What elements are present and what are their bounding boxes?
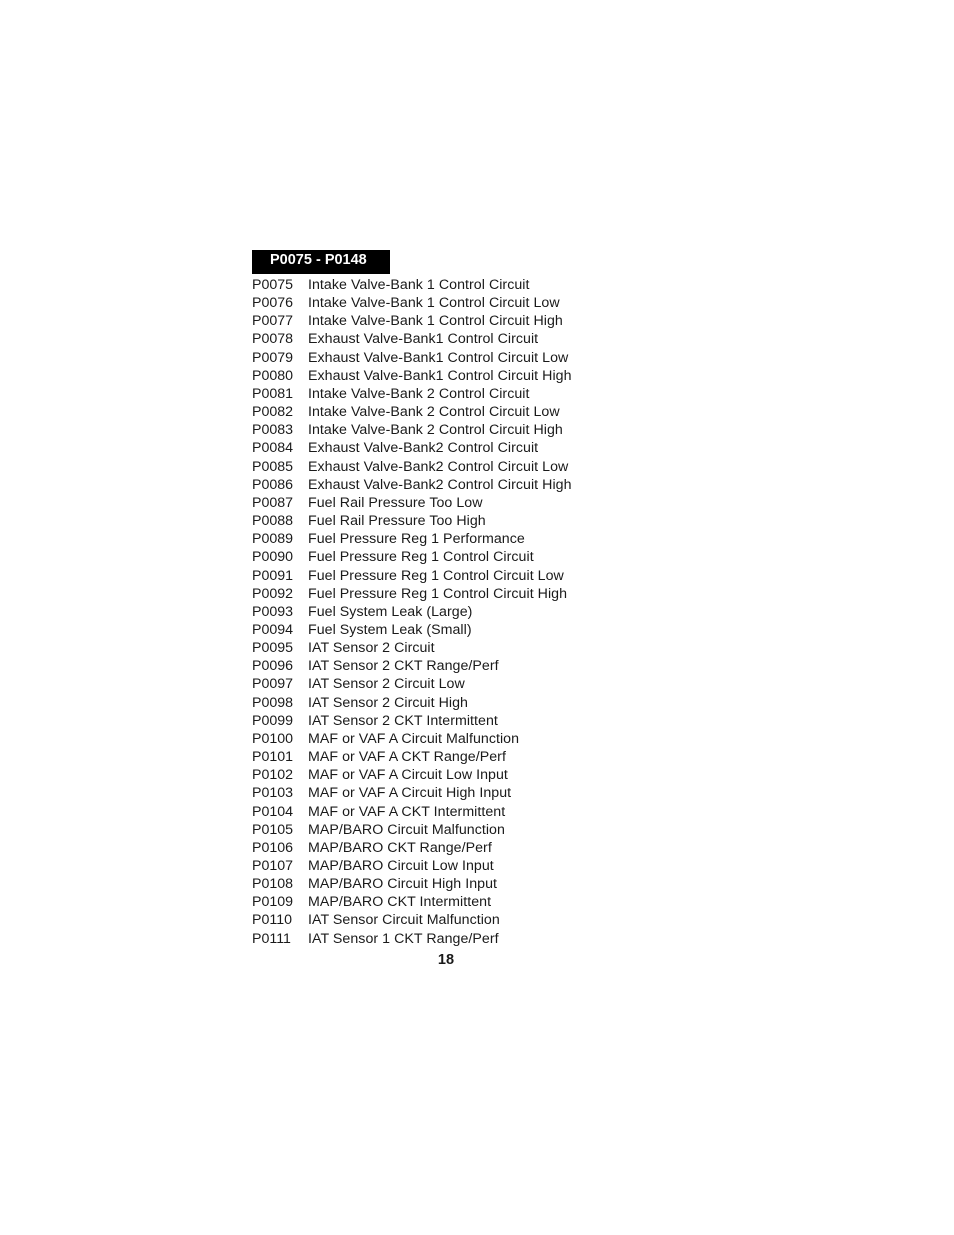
code-description: Fuel Pressure Reg 1 Control Circuit	[308, 549, 534, 566]
code-description: Fuel Pressure Reg 1 Control Circuit High	[308, 585, 568, 602]
code-description: MAP/BARO Circuit Low Input	[308, 858, 494, 874]
code-description: Intake Valve-Bank 1 Control Circuit Low	[308, 295, 560, 312]
code-row	[252, 494, 702, 512]
code-row	[252, 349, 702, 367]
code-row	[252, 530, 702, 548]
page-number: 18	[437, 952, 455, 968]
code-row	[252, 567, 702, 585]
trouble-code: P0106	[252, 839, 294, 856]
trouble-code: P0102	[252, 767, 294, 784]
code-row	[252, 421, 702, 439]
trouble-code: P0111	[252, 930, 291, 947]
code-row	[252, 403, 702, 421]
trouble-code: P0108	[252, 876, 294, 893]
code-description: Intake Valve-Bank 2 Control Circuit Low	[308, 404, 560, 421]
trouble-code: P0109	[252, 894, 294, 911]
code-row	[252, 930, 702, 948]
code-row	[252, 857, 702, 875]
code-row	[252, 512, 702, 530]
code-row	[252, 694, 702, 712]
code-row	[252, 585, 702, 603]
trouble-code: P0091	[252, 567, 294, 584]
code-row	[252, 476, 702, 494]
code-row	[252, 330, 702, 348]
code-description: Exhaust Valve-Bank2 Control Circuit Low	[308, 458, 569, 475]
code-row	[252, 621, 702, 639]
code-description: Intake Valve-Bank 1 Control Circuit High	[308, 313, 563, 330]
trouble-code: P0097	[252, 676, 294, 693]
trouble-code: P0100	[252, 730, 294, 747]
trouble-code: P0089	[252, 531, 294, 548]
code-description: Exhaust Valve-Bank2 Control Circuit High	[308, 476, 572, 493]
trouble-code: P0099	[252, 712, 294, 729]
code-description: Intake Valve-Bank 2 Control Circuit High	[308, 422, 563, 439]
code-description: IAT Sensor 2 Circuit	[308, 640, 435, 657]
code-row	[252, 748, 702, 766]
code-description: Exhaust Valve-Bank1 Control Circuit High	[308, 367, 572, 384]
code-description: MAF or VAF A CKT Intermittent	[308, 803, 506, 820]
code-row	[252, 839, 702, 857]
code-row	[252, 639, 702, 657]
code-description: Fuel Pressure Reg 1 Control Circuit Low	[308, 567, 564, 584]
trouble-code: P0076	[252, 295, 294, 312]
trouble-code: P0105	[252, 821, 294, 838]
trouble-code: P0080	[252, 367, 294, 384]
code-row	[252, 294, 702, 312]
trouble-code: P0107	[252, 858, 294, 874]
trouble-code: P0088	[252, 513, 294, 530]
section-header: P0075 - P0148	[252, 250, 390, 274]
code-description: MAF or VAF A Circuit High Input	[308, 785, 512, 802]
trouble-code: P0077	[252, 313, 294, 330]
trouble-code: P0093	[252, 603, 294, 620]
trouble-code: P0104	[252, 803, 294, 820]
code-row	[252, 276, 702, 294]
code-description: Fuel Rail Pressure Too High	[308, 513, 486, 530]
trouble-code: P0092	[252, 585, 294, 602]
code-row	[252, 657, 702, 675]
code-description: Fuel System Leak (Large)	[308, 603, 473, 620]
code-row	[252, 730, 702, 748]
code-row	[252, 603, 702, 621]
code-description: IAT Sensor 2 Circuit High	[308, 694, 468, 711]
trouble-code: P0086	[252, 476, 294, 493]
code-row	[252, 821, 702, 839]
trouble-code: P0098	[252, 694, 294, 711]
trouble-code: P0078	[252, 331, 294, 348]
trouble-code: P0096	[252, 658, 294, 675]
code-row	[252, 439, 702, 457]
code-description: Intake Valve-Bank 1 Control Circuit	[308, 277, 530, 293]
trouble-code: P0075	[252, 277, 294, 293]
code-row	[252, 893, 702, 911]
page-content	[252, 250, 702, 948]
code-description: Fuel System Leak (Small)	[308, 621, 472, 638]
trouble-code: P0110	[252, 912, 292, 929]
code-description: Exhaust Valve-Bank2 Control Circuit	[308, 440, 539, 457]
code-description: MAP/BARO Circuit Malfunction	[308, 821, 505, 838]
code-description: Fuel Pressure Reg 1 Performance	[308, 531, 525, 548]
trouble-code: P0082	[252, 404, 294, 421]
trouble-code: P0079	[252, 349, 294, 366]
trouble-code: P0087	[252, 494, 294, 511]
code-description: Intake Valve-Bank 2 Control Circuit	[308, 385, 530, 402]
code-row	[252, 458, 702, 476]
trouble-code: P0094	[252, 621, 294, 638]
code-description: IAT Sensor Circuit Malfunction	[308, 912, 500, 929]
code-row	[252, 766, 702, 784]
code-row	[252, 803, 702, 821]
code-description: Exhaust Valve-Bank1 Control Circuit Low	[308, 349, 569, 366]
code-row	[252, 312, 702, 330]
code-row	[252, 712, 702, 730]
code-description: MAP/BARO Circuit High Input	[308, 876, 498, 893]
code-description: IAT Sensor 2 Circuit Low	[308, 676, 465, 693]
trouble-code: P0101	[252, 749, 294, 766]
code-description: MAP/BARO CKT Intermittent	[308, 894, 492, 911]
trouble-code: P0095	[252, 640, 294, 657]
code-description: IAT Sensor 1 CKT Range/Perf	[308, 930, 499, 947]
code-description: IAT Sensor 2 CKT Intermittent	[308, 712, 498, 729]
code-description: MAF or VAF A Circuit Malfunction	[308, 730, 520, 747]
trouble-code: P0090	[252, 549, 294, 566]
code-row	[252, 911, 702, 929]
code-list	[252, 276, 702, 948]
code-row	[252, 784, 702, 802]
trouble-code: P0084	[252, 440, 294, 457]
code-row	[252, 548, 702, 566]
code-row	[252, 367, 702, 385]
code-description: MAP/BARO CKT Range/Perf	[308, 839, 492, 856]
code-description: MAF or VAF A Circuit Low Input	[308, 767, 508, 784]
code-description: Exhaust Valve-Bank1 Control Circuit	[308, 331, 539, 348]
code-description: MAF or VAF A CKT Range/Perf	[308, 749, 506, 766]
code-row	[252, 675, 702, 693]
trouble-code: P0083	[252, 422, 294, 439]
trouble-code: P0085	[252, 458, 294, 475]
trouble-code: P0103	[252, 785, 294, 802]
code-description: Fuel Rail Pressure Too Low	[308, 494, 483, 511]
code-row	[252, 385, 702, 403]
code-row	[252, 875, 702, 893]
code-description: IAT Sensor 2 CKT Range/Perf	[308, 658, 499, 675]
trouble-code: P0081	[252, 385, 294, 402]
